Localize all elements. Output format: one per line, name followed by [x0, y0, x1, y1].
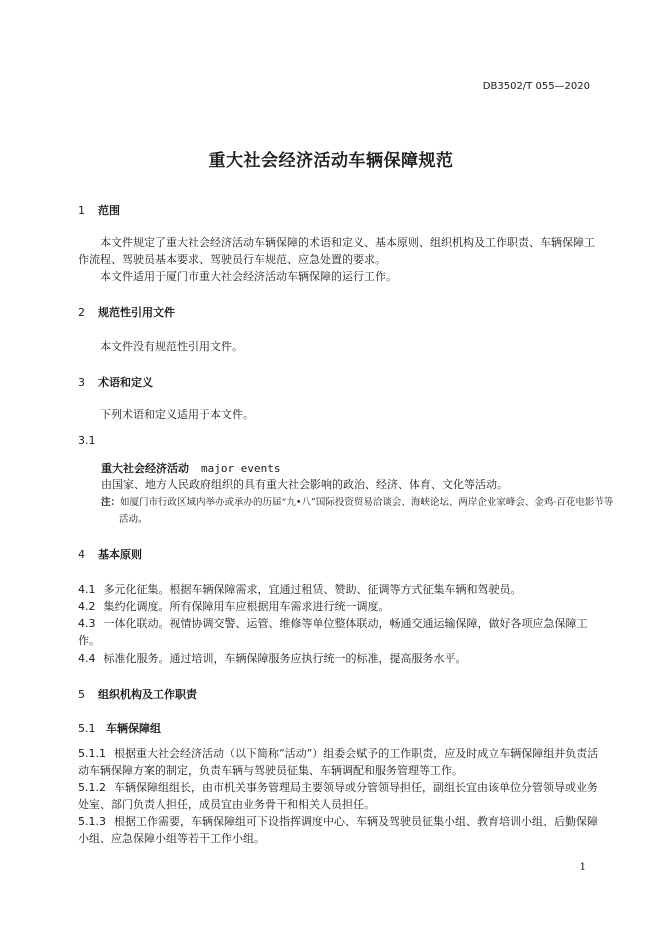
- page-number: 1: [579, 862, 586, 873]
- principle-item: [78, 581, 601, 598]
- section-number: 3: [78, 376, 85, 389]
- section-1-paragraph-1: 本文件规定了重大社会经济活动车辆保障的术语和定义、基本原则、组织机构及工作职责、车辆保障工作流程、驾驶员基本要求、驾驶员行车规范、应急处置的要求。: [78, 236, 595, 266]
- note-label: 注：: [101, 497, 121, 508]
- section-3-heading: [78, 374, 153, 390]
- note-text: 如厦门市行政区域内举办或承办的历届“九•八”国际投资贸易洽谈会、海峡论坛、两岸企业家峰会、金鸡·百花电影节等活动。: [119, 497, 614, 525]
- section-1-paragraph-2: 本文件适用于厦门市重大社会经济活动车辆保障的运行工作。: [100, 270, 397, 283]
- section-number: 2: [78, 306, 85, 319]
- item-text: 根据重大社会经济活动（以下简称“活动”）组委会赋予的工作职责，应及时成立车辆保障组并负责活动车辆保障方案的制定，负责车辆与驾驶员征集、车辆调配和服务管理等工作。: [78, 747, 599, 777]
- clause-number: 3.1: [78, 434, 96, 447]
- section-number: 1: [78, 204, 85, 217]
- item-text: 车辆保障组组长，由市机关事务管理局主要领导或分管领导担任，副组长宜由该单位分管领导或业务处室、部门负责人担任，成员宜由业务骨干和相关人员担任。: [78, 781, 598, 811]
- section-2-paragraph: 本文件没有规范性引用文件。: [100, 340, 243, 353]
- item-text: 多元化征集。根据车辆保障需求，宜通过租赁、赞助、征调等方式征集车辆和驾驶员。: [103, 583, 522, 596]
- document-title: 重大社会经济活动车辆保障规范: [208, 151, 454, 171]
- term-chinese: 重大社会经济活动: [101, 462, 189, 475]
- section-number: 5: [78, 688, 85, 701]
- section-3-paragraph: 下列术语和定义适用于本文件。: [100, 408, 254, 421]
- subsection-title: 车辆保障组: [106, 722, 161, 735]
- item-text: 根据工作需要，车辆保障组可下设指挥调度中心、车辆及驾驶员征集小组、教育培训小组、后勤保障小组、应急保障小组等若干工作小组。: [78, 815, 598, 845]
- item-number: 5.1.3: [78, 815, 106, 828]
- standard-code: DB3502/T 055—2020: [482, 81, 590, 92]
- section-title: 规范性引用文件: [98, 306, 175, 319]
- term-entry: [101, 460, 280, 476]
- section-4-heading: [78, 546, 142, 562]
- clause-item: [78, 779, 601, 813]
- section-title: 组织机构及工作职责: [98, 688, 197, 701]
- section-title: 术语和定义: [98, 376, 153, 389]
- section-1-heading: [78, 202, 120, 218]
- subsection-5-1-heading: [78, 720, 161, 736]
- item-number: 4.3: [78, 617, 96, 630]
- item-text: 集约化调度。所有保障用车应根据用车需求进行统一调度。: [103, 600, 390, 613]
- term-english: major events: [201, 462, 281, 475]
- section-5-heading: [78, 686, 197, 702]
- principle-item: [78, 615, 601, 649]
- subsection-number: 5.1: [78, 722, 96, 735]
- section-2-heading: [78, 304, 175, 320]
- item-number: 5.1.1: [78, 747, 106, 760]
- term-definition: 由国家、地方人民政府组织的具有重大社会影响的政治、经济、体育、文化等活动。: [101, 478, 508, 491]
- item-text: 标准化服务。通过培训，车辆保障服务应执行统一的标准，提高服务水平。: [103, 652, 467, 665]
- section-title: 基本原则: [98, 548, 142, 561]
- term-note: [101, 494, 619, 528]
- item-number: 4.4: [78, 652, 96, 665]
- item-number: 4.2: [78, 600, 96, 613]
- principle-item: [78, 650, 601, 667]
- item-number: 4.1: [78, 583, 96, 596]
- clause-item: [78, 813, 601, 847]
- principle-item: [78, 598, 601, 615]
- clause-3-1-number: [78, 434, 96, 447]
- item-number: 5.1.2: [78, 781, 106, 794]
- section-title: 范围: [98, 204, 120, 217]
- section-number: 4: [78, 548, 85, 561]
- clause-item: [78, 745, 601, 779]
- item-text: 一体化联动。视情协调交警、运管、维修等单位整体联动，畅通交通运输保障，做好各项应急保障工作。: [78, 617, 588, 647]
